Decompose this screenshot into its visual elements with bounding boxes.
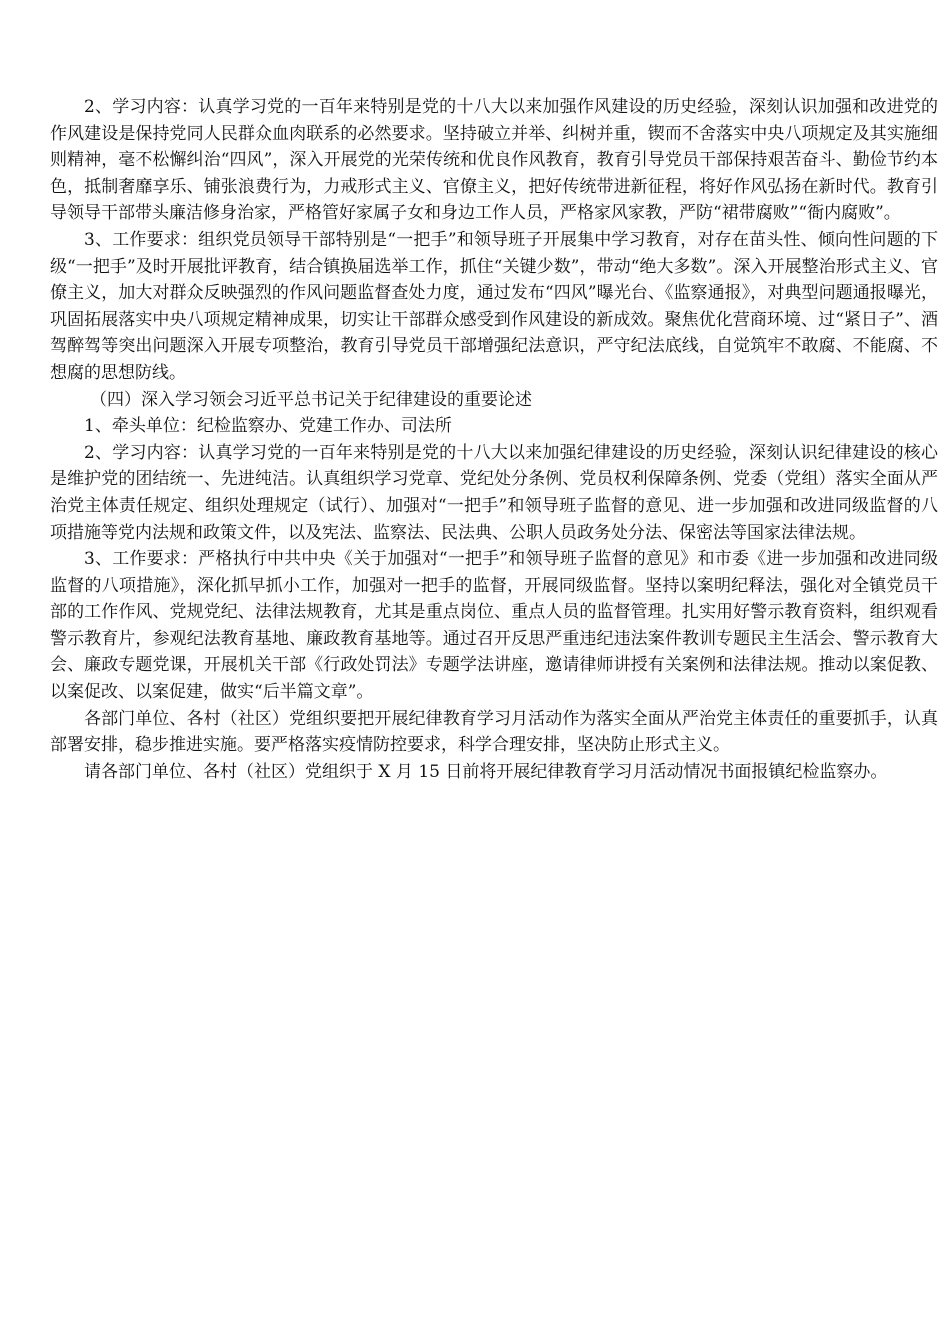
paragraph-work-requirements-style: 3、工作要求：组织党员领导干部特别是“一把手”和领导班子开展集中学习教育，对存在苗头性、倾向性问题的下级“一把手”及时开展批评教育，结合镇换届选举工作，抓住“关键少数”，带动“绝大多数”。深入开展整治形式主义、官僚主义，加大对群众反映强烈的作风问题监督查处力度，通过发布“四风”曝光台、《监察通报》，对典型问题通报曝光，巩固拓展落实中央八项规定精神成果，切实让干部群众感受到作风建设的新成效。聚焦优化营商环境、过“紧日子”、酒驾醉驾等突出问题深入开展专项整治，教育引导党员干部增强纪法意识，严守纪法底线，自觉筑牢不敢腐、不能腐、不想腐的思想防线。 <box>50 229 938 383</box>
paragraph-implementation: 各部门单位、各村（社区）党组织要把开展纪律教育学习月活动作为落实全面从严治党主体责任的重要抓手，认真部署安排，稳步推进实施。要严格落实疫情防控要求，科学合理安排，坚决防止形式主义。 <box>50 708 938 756</box>
document-body <box>50 94 938 785</box>
section-heading-discipline: （四）深入学习领会习近平总书记关于纪律建设的重要论述 <box>90 389 532 410</box>
paragraph-lead-units: 1、牵头单位：纪检监察办、党建工作办、司法所 <box>84 416 452 437</box>
paragraph-study-content-discipline: 2、学习内容：认真学习党的一百年来特别是党的十八大以来加强纪律建设的历史经验，深刻认识纪律建设的核心是维护党的团结统一、先进纯洁。认真组织学习党章、党纪处分条例、党员权利保障条例、党委（党组）落实全面从严治党主体责任规定、组织处理规定（试行）、加强对“一把手”和领导班子监督的意见、进一步加强和改进同级监督的八项措施等党内法规和政策文件，以及宪法、监察法、民法典、公职人员政务处分法、保密法等国家法律法规。 <box>50 442 938 543</box>
paragraph-reporting-deadline: 请各部门单位、各村（社区）党组织于 X 月 15 日前将开展纪律教育学习月活动情况书面报镇纪检监察办。 <box>84 761 888 782</box>
paragraph-work-requirements-discipline: 3、工作要求：严格执行中共中央《关于加强对“一把手”和领导班子监督的意见》和市委《进一步加强和改进同级监督的八项措施》，深化抓早抓小工作，加强对一把手的监督，开展同级监督。坚持以案明纪释法，强化对全镇党员干部的工作作风、党规党纪、法律法规教育，尤其是重点岗位、重点人员的监督管理。扎实用好警示教育资料，组织观看警示教育片，参观纪法教育基地、廉政教育基地等。通过召开反思严重违纪违法案件教训专题民主生活会、警示教育大会、廉政专题党课，开展机关干部《行政处罚法》专题学法讲座，邀请律师讲授有关案例和法律法规。推动以案促教、以案促改、以案促建，做实“后半篇文章”。 <box>50 549 938 703</box>
paragraph-study-content-style: 2、学习内容：认真学习党的一百年来特别是党的十八大以来加强作风建设的历史经验，深刻认识加强和改进党的作风建设是保持党同人民群众血肉联系的必然要求。坚持破立并举、纠树并重，锲而不舍落实中央八项规定及其实施细则精神，毫不松懈纠治“四风”，深入开展党的光荣传统和优良作风教育，教育引导党员干部保持艰苦奋斗、勤俭节约本色，抵制奢靡享乐、铺张浪费行为，力戒形式主义、官僚主义，把好传统带进新征程，将好作风弘扬在新时代。教育引导领导干部带头廉洁修身治家，严格管好家属子女和身边工作人员，严格家风家教，严防“裙带腐败”“衙内腐败”。 <box>50 97 938 224</box>
